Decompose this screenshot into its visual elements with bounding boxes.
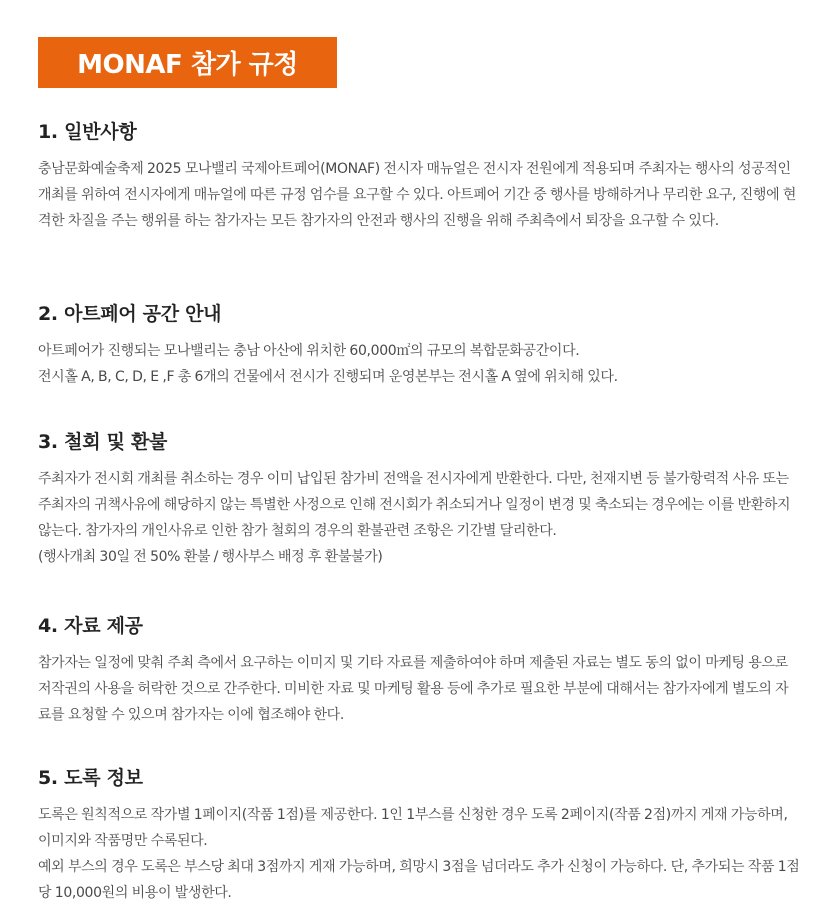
section-heading: 5. 도록 정보 xyxy=(38,767,143,789)
paragraph: 충남문화예술축제 2025 모나밸리 국제아트페어(MONAF) 전시자 매뉴얼은 전시자 전원에게 적용되며 주최자는 행사의 성공적인 개최를 위하여 전시자에게 매뉴얼에 따른 규정 엄수를 요구할 수 있다. 아트페어 기간 중 행사를 방해하거나 무리한 요구, 진행에 현격한 차질을 주는 행위를 하는 참가자는 모든 참가자의 안전과 행사의 진행을 위해 주최측에서 퇴장을 요구할 수 있다. xyxy=(38,161,797,229)
section-body xyxy=(38,802,800,906)
section-materials xyxy=(38,614,800,728)
paragraph: 아트페어가 진행되는 모나밸리는 충남 아산에 위치한 60,000㎡의 규모의 복합문화공간이다. xyxy=(38,343,580,359)
page-title: MONAF 참가 규정 xyxy=(77,50,298,80)
section-heading: 3. 철회 및 환불 xyxy=(38,431,168,453)
section-heading: 2. 아트페어 공간 안내 xyxy=(38,303,222,325)
paragraph: (행사개최 30일 전 50% 환불 / 행사부스 배정 후 환불불가) xyxy=(38,549,383,565)
section-body xyxy=(38,466,800,570)
section-body xyxy=(38,650,800,728)
title-banner xyxy=(38,37,337,88)
section-space-guide xyxy=(38,302,800,390)
section-body xyxy=(38,156,800,234)
section-body xyxy=(38,338,800,390)
paragraph: 전시홀 A, B, C, D, E ,F 총 6개의 건물에서 전시가 진행되며 운영본부는 전시홀 A 옆에 위치해 있다. xyxy=(38,369,618,385)
section-heading: 4. 자료 제공 xyxy=(38,615,143,637)
section-general xyxy=(38,120,800,234)
paragraph: 참가자는 일정에 맞춰 주최 측에서 요구하는 이미지 및 기타 자료를 제출하여야 하며 제출된 자료는 별도 동의 없이 마케팅 용으로 저작권의 사용을 허락한 것으로 간주한다. 미비한 자료 및 마케팅 활용 등에 추가로 필요한 부분에 대해서는 참가자에게 별도의 자료를 요청할 수 있으며 참가자는 이에 협조해야 한다. xyxy=(38,655,789,723)
paragraph: 도록은 원칙적으로 작가별 1페이지(작품 1점)를 제공한다. 1인 1부스를 신청한 경우 도록 2페이지(작품 2점)까지 게재 가능하며, 이미지와 작품명만 수록된다. xyxy=(38,807,788,849)
section-refund xyxy=(38,430,800,570)
paragraph: 주최자가 전시회 개최를 취소하는 경우 이미 납입된 참가비 전액을 전시자에게 반환한다. 다만, 천재지변 등 불가항력적 사유 또는 주최자의 귀책사유에 해당하지 않는 특별한 사정으로 인해 전시회가 취소되거나 일정이 변경 및 축소되는 경우에는 이를 반환하지 않는다. 참가자의 개인사유로 인한 참가 철회의 경우의 환불관련 조항은 기간별 달리한다. xyxy=(38,471,791,539)
paragraph: 예외 부스의 경우 도록은 부스당 최대 3점까지 게재 가능하며, 희망시 3점을 넘더라도 추가 신청이 가능하다. 단, 추가되는 작품 1점당 10,000원의 비용이 발생한다. xyxy=(38,859,800,901)
section-catalog xyxy=(38,766,800,906)
section-heading: 1. 일반사항 xyxy=(38,121,137,143)
